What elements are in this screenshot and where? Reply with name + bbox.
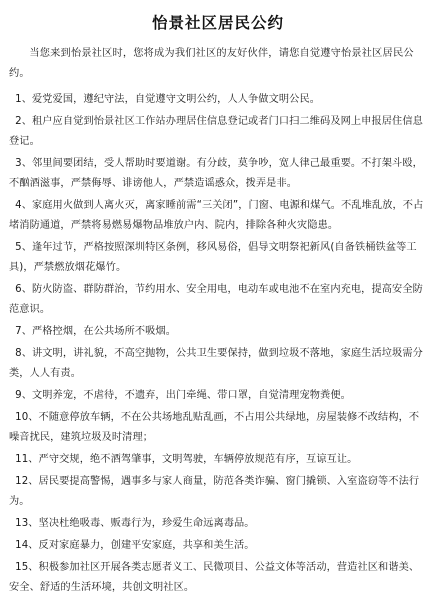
rule-item-4: 4、家庭用火做到人离火灭，离家睡前需“三关闭”，门窗、电源和煤气。不乱堆乱放，不占堵消防通道，严禁将易燃易爆物品堆放户内、院内，排除各种火灾隐患。 [9, 200, 424, 231]
rule-item-14: 14、反对家庭暴力，创建平安家庭，共享和美生活。 [15, 540, 255, 551]
rule-item-10: 10、不随意停放车辆，不在公共场地乱贴乱画，不占用公共绿地，房屋装修不改结构，不噪音扰民，建筑垃圾及时清理； [9, 412, 420, 443]
rule-item-6: 6、防火防盗、群防群治，节约用水、安全用电，电动车或电池不在室内充电，提高安全防范意识。 [9, 284, 423, 315]
rule-item-5: 5、逢年过节，严格按照深圳特区条例，移风易俗，倡导文明祭祀新风(自备铁桶铁盆等工具)，严禁燃放烟花爆竹。 [9, 242, 417, 273]
rule-item-12: 12、居民要提高警惕，遇事多与家人商量，防范各类诈骗、窗门撬锁、入室盗窃等不法行为。 [9, 476, 420, 507]
rule-item-15: 15、积极参加社区开展各类志愿者义工、民微项目、公益文体等活动，营造社区和谐美、安全、舒适的生活环境，共创文明社区。 [9, 562, 420, 593]
rule-item-13: 13、坚决杜绝吸毒、贩毒行为，珍爱生命远离毒品。 [15, 518, 255, 529]
rules-list [9, 90, 427, 598]
rule-item-8: 8、讲文明，讲礼貌，不高空抛物，公共卫生要保持，做到垃圾不落地，家庭生活垃圾需分类，人人有责。 [9, 348, 423, 379]
document-title: 怡景社区居民公约 [151, 14, 284, 32]
rule-item-11: 11、严守交规，绝不酒驾肇事，文明驾驶，车辆停放规范有序，互谅互让。 [15, 454, 358, 465]
rule-item-7: 7、严格控烟，在公共场所不吸烟。 [15, 326, 177, 337]
rule-item-2: 2、租户应自觉到怡景社区工作站办理居住信息登记或者门口扫二维码及网上申报居住信息登记。 [9, 116, 423, 147]
intro-paragraph: 当您来到怡景社区时，您将成为我们社区的友好伙伴，请您自觉遵守怡景社区居民公约。 [9, 48, 414, 79]
rule-item-1: 1、爱党爱国，遵纪守法，自觉遵守文明公约，人人争做文明公民。 [15, 94, 321, 105]
rule-item-9: 9、文明养宠，不虐待，不遗弃，出门牵绳、带口罩，自觉清理宠物粪便。 [15, 390, 351, 401]
rule-item-3: 3、邻里间要团结，受人帮助时要道谢。有分歧，莫争吵，宽人律己最重要。不打架斗殴，不酗酒滋事，严禁侮辱、诽谤他人，严禁造谣惑众，拨弄是非。 [9, 158, 423, 189]
